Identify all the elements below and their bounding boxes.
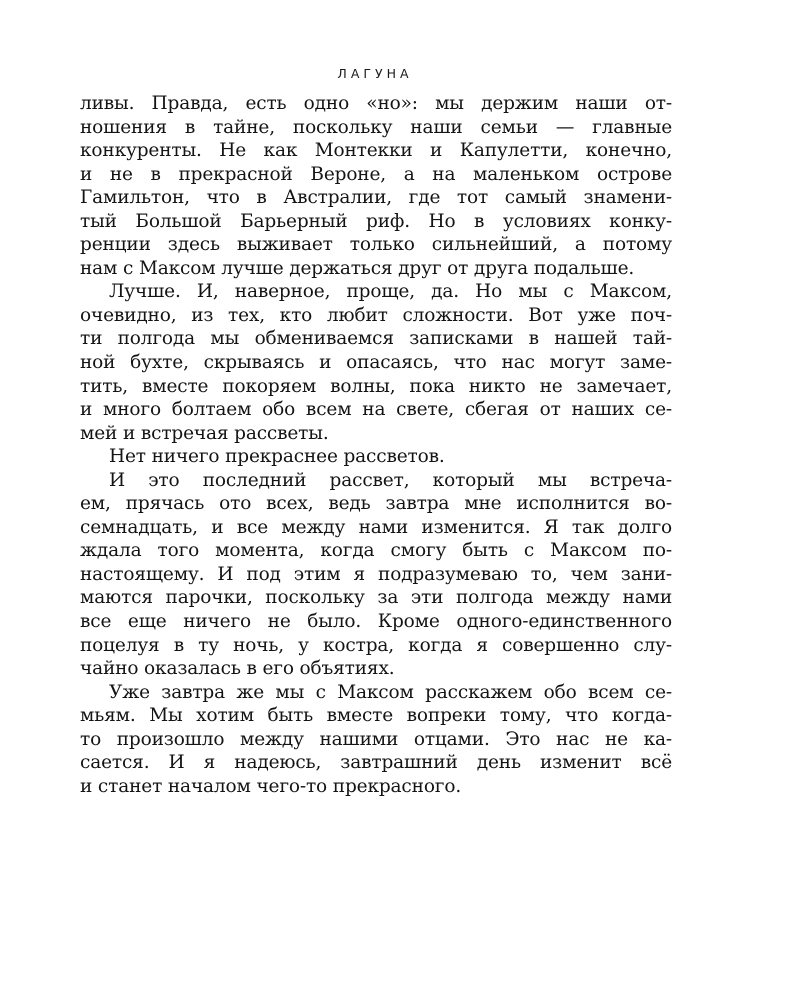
paragraph bbox=[80, 445, 672, 469]
text-line: ти полгода мы обмениваемся записками в нашей тай- bbox=[80, 328, 672, 350]
text-line: И это последний рассвет, который мы встреча- bbox=[109, 469, 672, 491]
text-line: нам с Максом лучше держаться друг от друга подальше. bbox=[80, 257, 635, 279]
paragraph bbox=[80, 469, 672, 681]
text-line: все еще ничего не было. Кроме одного-единственного bbox=[80, 611, 672, 633]
text-line: ждала того момента, когда смогу быть с Максом по- bbox=[80, 540, 672, 562]
text-line: ной бухте, скрываясь и опасаясь, что нас могут заме- bbox=[80, 352, 672, 374]
text-line: то произошло между нашими отцами. Это нас не ка- bbox=[80, 728, 672, 750]
text-line: очевидно, из тех, кто любит сложности. Вот уже поч- bbox=[80, 304, 672, 326]
text-line: мьям. Мы хотим быть вместе вопреки тому, что когда- bbox=[80, 705, 672, 727]
text-line: маются парочки, поскольку за эти полгода между нами bbox=[80, 587, 672, 609]
text-line: Гамильтон, что в Австралии, где тот самый знамени- bbox=[80, 187, 672, 209]
text-line: семнадцать, и все между нами изменится. Я так долго bbox=[80, 516, 672, 538]
text-line: чайно оказалась в его объятиях. bbox=[80, 658, 395, 680]
text-line: и не в прекрасной Вероне, а на маленьком острове bbox=[80, 163, 672, 185]
text-line: ливы. Правда, есть одно «но»: мы держим наши от- bbox=[80, 93, 672, 114]
paragraph bbox=[80, 681, 672, 799]
body-text bbox=[80, 92, 672, 798]
text-line: настоящему. И под этим я подразумеваю то, чем зани- bbox=[80, 563, 672, 585]
text-line: сается. И я надеюсь, завтрашний день изменит всё bbox=[80, 752, 672, 774]
text-line: Лучше. И, наверное, проще, да. Но мы с Максом, bbox=[109, 281, 672, 303]
text-line: и станет началом чего-то прекрасного. bbox=[80, 775, 462, 797]
text-line: тить, вместе покоряем волны, пока никто не замечает, bbox=[80, 375, 672, 397]
text-line: и много болтаем обо всем на свете, сбегая от наших се- bbox=[80, 399, 672, 421]
text-line: ем, прячась ото всех, ведь завтра мне исполнится во- bbox=[80, 493, 672, 515]
text-line: конкуренты. Не как Монтекки и Капулетти, конечно, bbox=[80, 140, 672, 162]
paragraph bbox=[80, 280, 672, 445]
text-line: ношения в тайне, поскольку наши семьи — главные bbox=[80, 116, 672, 138]
text-line: тый Большой Барьерный риф. Но в условиях конку- bbox=[80, 210, 672, 232]
text-line: поцелуя в ту ночь, у костра, когда я совершенно слу- bbox=[80, 634, 672, 656]
running-head: ЛАГУНА bbox=[337, 66, 413, 81]
paragraph bbox=[80, 92, 672, 280]
text-line: Уже завтра же мы с Максом расскажем обо всем се- bbox=[109, 681, 672, 703]
text-line: Нет ничего прекраснее рассветов. bbox=[109, 446, 445, 468]
text-line: ренции здесь выживает только сильнейший, а потому bbox=[80, 234, 672, 256]
text-line: мей и встречая рассветы. bbox=[80, 422, 329, 444]
